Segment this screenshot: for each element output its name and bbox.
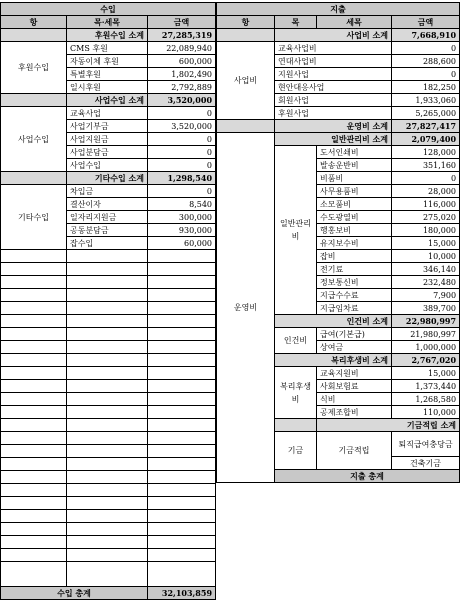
item-amount: 346,140 [392, 263, 460, 276]
subtotal-label: 기타수입 소계 [67, 172, 148, 185]
item-name: 공동분담금 [67, 224, 148, 237]
item-name: 사업분담금 [67, 146, 148, 159]
expense-head-amount: 금액 [392, 16, 460, 29]
expense-mok: 기금적립 [317, 432, 392, 470]
item-amount: 0 [392, 68, 460, 81]
item-amount: 2,792,889 [148, 81, 216, 94]
item-name: 차입금 [67, 185, 148, 198]
item-name: 행홍보비 [317, 224, 392, 237]
item-amount: 3,520,000 [148, 120, 216, 133]
item-name: 잡비 [317, 250, 392, 263]
income-total-label: 수입 총계 [1, 587, 148, 600]
item-amount: 60,000 [148, 237, 216, 250]
item-name: 사회보험료 [317, 380, 392, 393]
subtotal-label: 후원수입 소계 [67, 29, 148, 42]
item-name: 잡수입 [67, 237, 148, 250]
item-amount: 0 [392, 172, 460, 185]
item-name: 유지보수비 [317, 237, 392, 250]
expense-head-semok: 세목 [317, 16, 392, 29]
item-amount: 15,000 [392, 367, 460, 380]
subtotal-label: 일반관리비 소계 [275, 133, 392, 146]
item-amount: 930,000 [148, 224, 216, 237]
income-blank-rows [1, 250, 216, 587]
item-amount: 182,250 [392, 81, 460, 94]
income-title: 수입 [1, 3, 216, 16]
item-name: 일시후원 [67, 81, 148, 94]
subtotal-amount: 27,285,319 [148, 29, 216, 42]
expense-category: 기금 [275, 432, 317, 470]
item-name: 사업수입 [67, 159, 148, 172]
subtotal-label: 운영비 소계 [275, 120, 392, 133]
item-amount: 116,000 [392, 198, 460, 211]
item-name: 공제조합비 [317, 406, 392, 419]
item-name: 도서인쇄비 [317, 146, 392, 159]
item-amount: 15,000 [392, 237, 460, 250]
item-amount: 1,000,000 [392, 341, 460, 354]
item-name: 수도광열비 [317, 211, 392, 224]
item-amount: 389,700 [392, 302, 460, 315]
income-head-hang: 항 [1, 16, 67, 29]
item-amount: 275,020 [392, 211, 460, 224]
item-name: 사무용품비 [317, 185, 392, 198]
item-name: 비품비 [317, 172, 392, 185]
expense-category: 운영비 [217, 133, 275, 483]
item-name: 지급임차료 [317, 302, 392, 315]
expense-total-label: 지출 총계 [275, 470, 460, 483]
income-category: 후원수입 [1, 42, 67, 94]
item-name: 특별후원 [67, 68, 148, 81]
income-table [0, 2, 216, 600]
item-amount: 28,000 [392, 185, 460, 198]
item-amount: 1,268,580 [392, 393, 460, 406]
income-category: 사업수입 [1, 107, 67, 172]
item-name: 현안대응사업 [275, 81, 392, 94]
income-head-amount: 금액 [148, 16, 216, 29]
expense-mok: 인건비 [275, 328, 317, 354]
expense-table [216, 2, 460, 483]
subtotal-amount: 3,520,000 [148, 94, 216, 107]
income-total-amount: 32,103,859 [148, 587, 216, 600]
item-name: 식비 [317, 393, 392, 406]
item-amount: 232,480 [392, 276, 460, 289]
item-amount: 10,000 [392, 250, 460, 263]
subtotal-amount: 1,298,540 [148, 172, 216, 185]
income-category: 기타수입 [1, 185, 67, 250]
item-name: 정보통신비 [317, 276, 392, 289]
item-amount: 0 [148, 185, 216, 198]
item-amount: 7,900 [392, 289, 460, 302]
expense-mok: 복리후생비 [275, 367, 317, 419]
expense-mok: 일반관리비 [275, 146, 317, 315]
item-amount: 180,000 [392, 224, 460, 237]
item-amount: 8,540 [148, 198, 216, 211]
item-amount: 1,802,490 [148, 68, 216, 81]
item-name: 회원사업 [275, 94, 392, 107]
item-amount: 5,265,000 [392, 107, 460, 120]
subtotal-label: 인건비 소계 [275, 315, 392, 328]
item-amount: 1,373,440 [392, 380, 460, 393]
item-name: 교육사업 [67, 107, 148, 120]
item-name: 후원사업 [275, 107, 392, 120]
subtotal-amount: 27,827,417 [392, 120, 460, 133]
subtotal-amount: 7,668,910 [392, 29, 460, 42]
item-amount: 22,089,940 [148, 42, 216, 55]
item-name: 건축기금 [392, 457, 460, 470]
item-name: 자동이체 후원 [67, 55, 148, 68]
subtotal-label: 복리후생비 소계 [275, 354, 392, 367]
item-amount: 21,980,997 [392, 328, 460, 341]
subtotal-label: 사업비 소계 [275, 29, 392, 42]
item-name: 퇴직급여충당금 [392, 432, 460, 457]
expense-head-hang: 항 [217, 16, 275, 29]
subtotal-label: 사업수입 소계 [67, 94, 148, 107]
expense-title: 지출 [217, 3, 460, 16]
income-head-mok: 목·세목 [67, 16, 148, 29]
item-name: 교육사업비 [275, 42, 392, 55]
item-name: 결산이자 [67, 198, 148, 211]
item-name: 지원사업 [275, 68, 392, 81]
item-amount: 351,160 [392, 159, 460, 172]
item-amount: 128,000 [392, 146, 460, 159]
item-name: 전기료 [317, 263, 392, 276]
subtotal-amount: 2,079,400 [392, 133, 460, 146]
item-name: CMS 후원 [67, 42, 148, 55]
item-amount: 110,000 [392, 406, 460, 419]
item-amount: 288,600 [392, 55, 460, 68]
item-name: 발송운반비 [317, 159, 392, 172]
item-amount: 0 [392, 42, 460, 55]
item-name: 교육지원비 [317, 367, 392, 380]
subtotal-amount: 2,767,020 [392, 354, 460, 367]
item-amount: 300,000 [148, 211, 216, 224]
item-name: 지급수수료 [317, 289, 392, 302]
item-name: 상여금 [317, 341, 392, 354]
subtotal-label: 기금적립 소계 [317, 419, 460, 432]
item-name: 사업기부금 [67, 120, 148, 133]
expense-head-mok: 목 [275, 16, 317, 29]
item-name: 소모품비 [317, 198, 392, 211]
item-amount: 600,000 [148, 55, 216, 68]
item-name: 급여(기본급) [317, 328, 392, 341]
expense-category: 사업비 [217, 42, 275, 120]
item-name: 연대사업비 [275, 55, 392, 68]
item-amount: 0 [148, 107, 216, 120]
item-amount: 0 [148, 159, 216, 172]
item-amount: 0 [148, 146, 216, 159]
item-name: 사업지원금 [67, 133, 148, 146]
item-amount: 0 [148, 133, 216, 146]
subtotal-amount: 22,980,997 [392, 315, 460, 328]
item-name: 일자리지원금 [67, 211, 148, 224]
item-amount: 1,933,060 [392, 94, 460, 107]
